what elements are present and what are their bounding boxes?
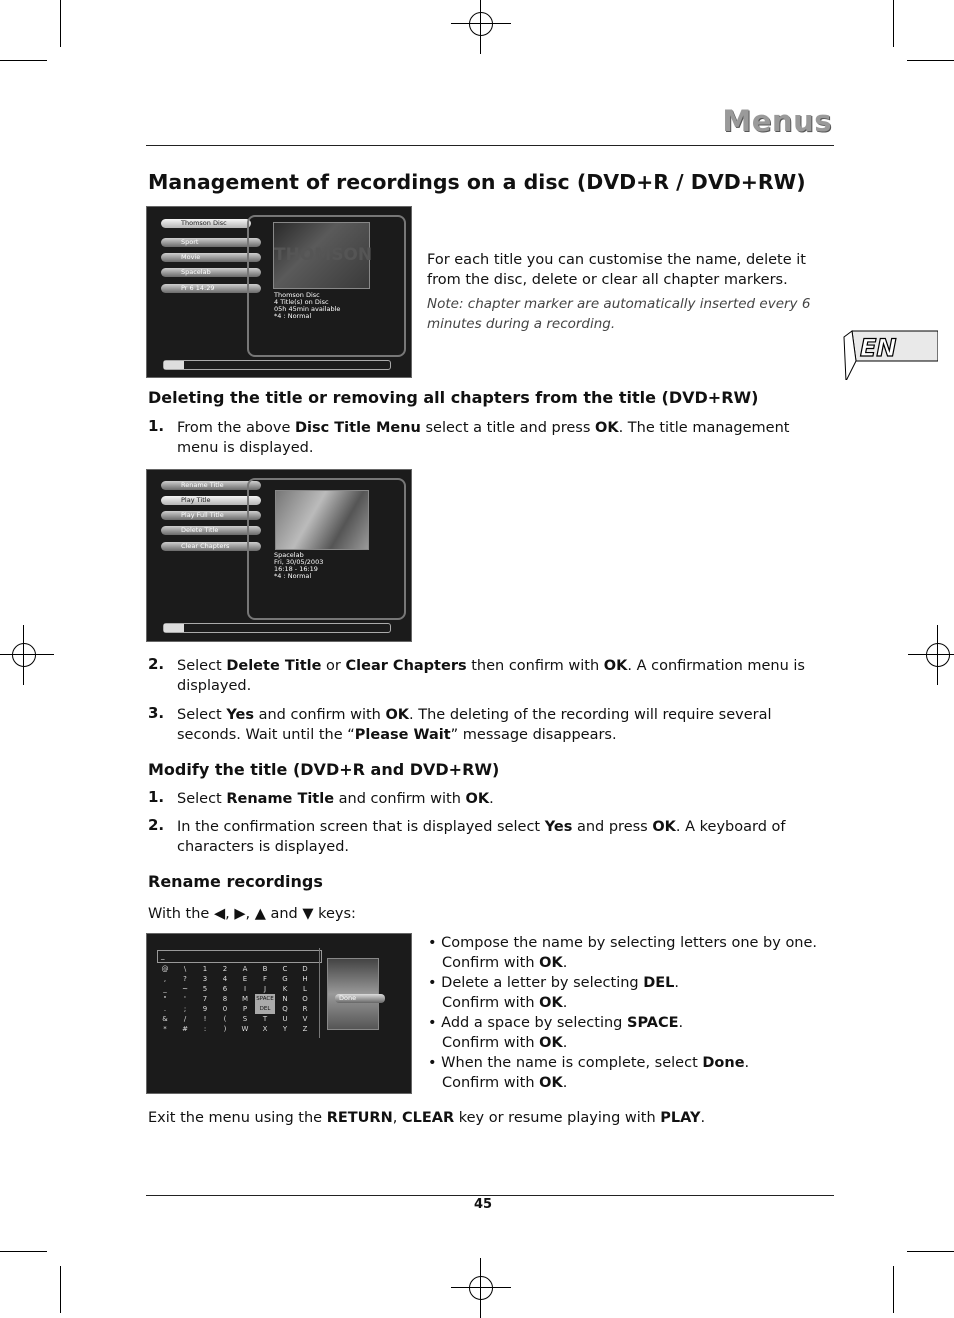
keyboard-key: ' bbox=[184, 995, 186, 1003]
section-header-title: Menus bbox=[722, 104, 832, 138]
keyboard-key: T bbox=[262, 1015, 268, 1023]
header-rule bbox=[146, 145, 834, 146]
keyboard-divider bbox=[319, 948, 320, 1038]
crop-mark bbox=[0, 1251, 47, 1252]
keyboard-key: Y bbox=[282, 1025, 288, 1033]
keyboard-key: 6 bbox=[222, 985, 228, 993]
keyboard-key: DEL bbox=[255, 1004, 275, 1014]
keyboard-key: J bbox=[263, 985, 267, 993]
preview-thumbnail bbox=[275, 490, 369, 550]
keyboard-key: 3 bbox=[202, 975, 208, 983]
right-arrow-icon: ▶ bbox=[234, 906, 246, 922]
language-tab-label: EN bbox=[860, 334, 897, 362]
registration-mark bbox=[451, 0, 511, 54]
keyboard-key: / bbox=[183, 1015, 187, 1023]
keyboard-key: ; bbox=[183, 1005, 187, 1013]
registration-mark bbox=[908, 625, 954, 685]
step-text: In the confirmation screen that is displayed select Yes and press OK. A keyboard of characters is displayed. bbox=[177, 819, 786, 855]
bullet-item: • Delete a letter by selecting DEL. bbox=[428, 975, 680, 991]
keyboard-key: SPACE bbox=[256, 996, 274, 1002]
keyboard-key: . bbox=[163, 1005, 167, 1013]
keyboard-key: H bbox=[302, 975, 308, 983]
left-arrow-icon: ◀ bbox=[213, 906, 226, 922]
registration-mark bbox=[0, 625, 54, 685]
keyboard-key: @ bbox=[161, 965, 169, 973]
step-text: Select Delete Title or Clear Chapters then confirm with OK. A confirmation menu is displayed. bbox=[177, 658, 805, 694]
title-management-menu-screenshot bbox=[146, 469, 412, 642]
down-arrow-icon: ▼ bbox=[302, 906, 314, 922]
thumbnail-logo-text: THOMSON bbox=[274, 245, 373, 265]
crop-mark bbox=[60, 0, 61, 47]
keyboard-key: ) bbox=[223, 1025, 227, 1033]
step-number: 1. bbox=[148, 788, 165, 806]
character-keyboard bbox=[155, 964, 315, 1034]
keyboard-key: ! bbox=[203, 1015, 207, 1023]
keys-sentence: With the ◀, ▶, ▲ and ▼ keys: bbox=[148, 906, 356, 922]
keyboard-key: O bbox=[302, 995, 308, 1003]
intro-note: Note: chapter marker are automatically inserted every 6 minutes during a recording. bbox=[427, 296, 811, 332]
keyboard-key: E bbox=[242, 975, 248, 983]
keyboard-key: 0 bbox=[222, 1005, 228, 1013]
crop-mark bbox=[893, 1266, 894, 1313]
keyboard-key: # bbox=[182, 1025, 188, 1033]
title-info-text: Spacelab Fri, 30/05/2003 16:18 - 16:19 *4 : Normal bbox=[274, 551, 324, 580]
crop-mark bbox=[907, 60, 954, 61]
step-text: Select Yes and confirm with OK. The deleting of the recording will require several seconds. Wait until the “Please Wait” message disappears. bbox=[177, 707, 772, 743]
rename-instructions bbox=[428, 933, 828, 1093]
menu-item-selected: Play Title bbox=[161, 496, 261, 505]
keyboard-key: 5 bbox=[202, 985, 208, 993]
step-number: 2. bbox=[148, 655, 165, 673]
menu-item: Rename Title bbox=[161, 481, 261, 490]
menu-item: Sport bbox=[161, 238, 261, 247]
keyboard-key: _ bbox=[163, 985, 167, 993]
keyboard-key: : bbox=[203, 1025, 207, 1033]
registration-mark bbox=[451, 1258, 511, 1318]
up-arrow-icon: ▲ bbox=[254, 906, 266, 922]
keyboard-key: " bbox=[163, 995, 167, 1003]
progress-bar bbox=[163, 623, 391, 633]
keyboard-key: 7 bbox=[202, 995, 208, 1003]
keyboard-key: C bbox=[282, 965, 288, 973]
keyboard-key: F bbox=[262, 975, 268, 983]
exit-instructions: Exit the menu using the RETURN, CLEAR key or resume playing with PLAY. bbox=[148, 1110, 706, 1126]
keyboard-key: D bbox=[302, 965, 308, 973]
keyboard-key: R bbox=[302, 1005, 308, 1013]
menu-item: Clear Chapters bbox=[161, 542, 261, 551]
keyboard-key: 2 bbox=[222, 965, 228, 973]
keyboard-key: 8 bbox=[222, 995, 228, 1003]
preview-thumbnail bbox=[273, 222, 373, 289]
keyboard-key: M bbox=[241, 995, 249, 1003]
progress-bar bbox=[163, 360, 391, 370]
step-number: 2. bbox=[148, 816, 165, 834]
crop-mark bbox=[893, 0, 894, 47]
menu-item: Spacelab bbox=[161, 268, 261, 277]
keyboard-key: W bbox=[241, 1025, 249, 1033]
section-heading-delete: Deleting the title or removing all chapters from the title (DVD+RW) bbox=[148, 388, 759, 407]
bullet-item: • Compose the name by selecting letters one by one. bbox=[428, 935, 818, 951]
keyboard-key: L bbox=[303, 985, 307, 993]
keyboard-key: S bbox=[242, 1015, 248, 1023]
step-number: 3. bbox=[148, 704, 165, 722]
bullet-item-cont: Confirm with OK. bbox=[442, 1035, 568, 1051]
keyboard-key: U bbox=[282, 1015, 288, 1023]
keyboard-key: N bbox=[282, 995, 288, 1003]
section-heading-modify: Modify the title (DVD+R and DVD+RW) bbox=[148, 760, 500, 779]
keyboard-key: B bbox=[262, 965, 268, 973]
disc-info-text: Thomson Disc 4 Title(s) on Disc 05h 45min available *4 : Normal bbox=[274, 291, 341, 320]
crop-mark bbox=[60, 1266, 61, 1313]
keyboard-key: A bbox=[242, 965, 248, 973]
step-text: From the above Disc Title Menu select a title and press OK. The title management menu is displayed. bbox=[177, 420, 790, 456]
keyboard-key: * bbox=[163, 1025, 167, 1033]
menu-header-item: Thomson Disc bbox=[161, 219, 251, 228]
keyboard-key: G bbox=[282, 975, 288, 983]
keyboard-screenshot bbox=[146, 933, 412, 1094]
keyboard-key: \ bbox=[183, 965, 187, 973]
step-number: 1. bbox=[148, 417, 165, 435]
keyboard-key: X bbox=[262, 1025, 268, 1033]
crop-mark bbox=[907, 1251, 954, 1252]
footer-rule bbox=[146, 1195, 834, 1196]
page-title: Management of recordings on a disc (DVD+R / DVD+RW) bbox=[148, 170, 806, 194]
menu-item: Play Full Title bbox=[161, 511, 261, 520]
name-input-field: _ bbox=[157, 950, 322, 963]
keyboard-key: I bbox=[243, 985, 247, 993]
keyboard-key: ~ bbox=[182, 985, 188, 993]
bullet-item-cont: Confirm with OK. bbox=[442, 1075, 568, 1091]
done-button: Done bbox=[335, 994, 385, 1003]
keyboard-key: K bbox=[282, 985, 288, 993]
keyboard-key: 4 bbox=[222, 975, 228, 983]
bullet-item: • Add a space by selecting SPACE. bbox=[428, 1015, 684, 1031]
menu-item: Movie bbox=[161, 253, 261, 262]
bullet-item: • When the name is complete, select Done. bbox=[428, 1055, 750, 1071]
keyboard-key: Q bbox=[282, 1005, 288, 1013]
page-number: 45 bbox=[474, 1197, 493, 1212]
keyboard-key: ( bbox=[223, 1015, 227, 1023]
crop-mark bbox=[0, 60, 47, 61]
step-text: Select Rename Title and confirm with OK. bbox=[177, 791, 494, 807]
intro-text: For each title you can customise the name, delete it from the disc, delete or clear all chapter markers. bbox=[427, 252, 806, 288]
language-tab-en bbox=[842, 320, 938, 380]
keyboard-key: P bbox=[242, 1005, 248, 1013]
keyboard-key: V bbox=[302, 1015, 308, 1023]
menu-item: Delete Title bbox=[161, 526, 261, 535]
keyboard-key: & bbox=[162, 1015, 168, 1023]
keyboard-key: Z bbox=[302, 1025, 308, 1033]
keyboard-key: 9 bbox=[202, 1005, 208, 1013]
keyboard-key: 1 bbox=[202, 965, 208, 973]
keyboard-key: ? bbox=[183, 975, 187, 983]
keyboard-key: , bbox=[163, 975, 167, 983]
menu-item: Pr 6 14:29 bbox=[161, 284, 261, 293]
disc-title-menu-screenshot bbox=[146, 206, 412, 378]
bullet-item-cont: Confirm with OK. bbox=[442, 995, 568, 1011]
section-heading-rename: Rename recordings bbox=[148, 872, 323, 891]
bullet-item-cont: Confirm with OK. bbox=[442, 955, 568, 971]
